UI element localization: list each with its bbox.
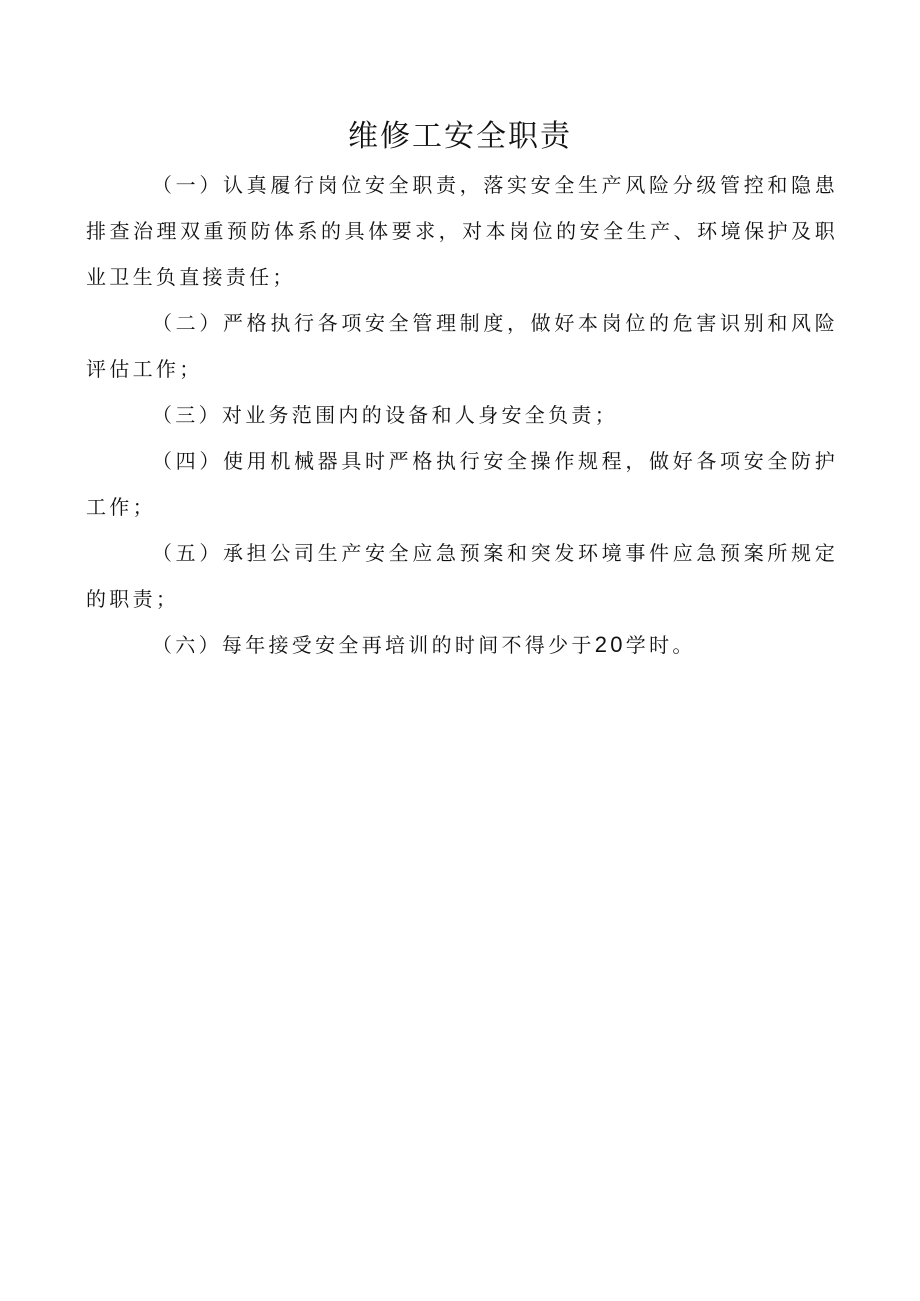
- duty-item-6-text-after: 学时。: [625, 633, 696, 657]
- duty-item-6-text-before: （六）每年接受安全再培训的时间不得少于: [152, 633, 595, 657]
- duty-item-2: （二）严格执行各项安全管理制度，做好本岗位的危害识别和风险评估工作；: [86, 311, 838, 381]
- duty-item-3: （三）对业务范围内的设备和人身安全负责；: [152, 403, 618, 427]
- document-title: 维修工安全职责: [348, 119, 572, 154]
- duty-item-5: （五）承担公司生产安全应急预案和突发环境事件应急预案所规定的职责；: [86, 541, 838, 611]
- duty-item-1: （一）认真履行岗位安全职责，落实安全生产风险分级管控和隐患排查治理双重预防体系的具体要求，对本岗位的安全生产、环境保护及职业卫生负直接责任；: [86, 173, 838, 289]
- duty-item-6: [86, 622, 838, 668]
- document-body: [86, 162, 838, 668]
- training-hours-number: 20: [594, 632, 626, 657]
- duty-item-4: （四）使用机械器具时严格执行安全操作规程，做好各项安全防护工作；: [86, 449, 838, 519]
